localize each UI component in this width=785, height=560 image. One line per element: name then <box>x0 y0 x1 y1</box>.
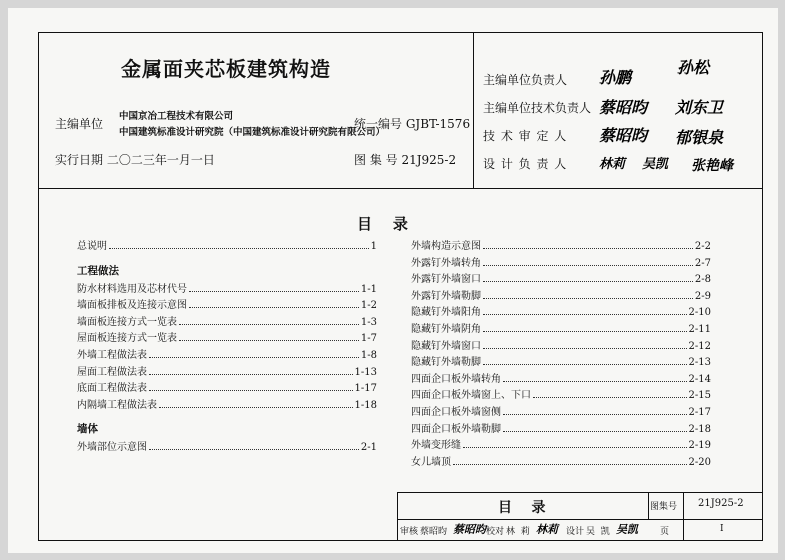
role-label: 主编单位技术负责人 <box>483 101 592 115</box>
toc-heading: 目 录 <box>357 215 408 233</box>
design-label: 设计 <box>566 527 585 537</box>
toc-entry-page: 1-7 <box>360 333 377 345</box>
toc-entry-page: 2-1 <box>360 442 377 454</box>
role-label: 设 计 负 责 人 <box>483 157 568 171</box>
toc-entry-title: 外露钉外墙转角 <box>411 257 481 269</box>
toc-entry-page: 2-13 <box>688 357 711 369</box>
toc-leader <box>503 381 687 382</box>
toc-entry-title: 外露钉外墙勒脚 <box>411 290 481 302</box>
toc-leader <box>483 314 687 315</box>
signature: 吴凯 <box>642 157 669 172</box>
toc-entry[interactable] <box>411 321 711 335</box>
toc-leader <box>483 265 693 266</box>
check-name: 林 莉 <box>506 527 530 537</box>
row-divider <box>398 519 763 520</box>
toc-entry[interactable] <box>411 371 711 385</box>
toc-entry-title: 屋面板连接方式一览表 <box>77 333 177 345</box>
toc-leader <box>483 281 693 282</box>
editor-org-1: 中国京冶工程技术有限公司 <box>119 111 234 122</box>
toc-entry[interactable] <box>411 437 711 451</box>
toc-entry[interactable] <box>77 397 377 411</box>
design-signature: 吴凯 <box>616 523 638 536</box>
signature: 郁银泉 <box>675 128 724 147</box>
toc-entry-page: 1 <box>370 241 377 252</box>
toc-leader <box>189 307 359 308</box>
toc-entry[interactable] <box>411 354 711 368</box>
toc-leader <box>483 348 687 349</box>
toc-entry-page: 2-11 <box>688 324 711 335</box>
toc-entry-title: 底面工程做法表 <box>77 383 147 395</box>
page-label: 页 <box>660 527 670 537</box>
title-block <box>397 492 763 541</box>
toc-entry[interactable] <box>411 304 711 318</box>
toc-entry[interactable] <box>77 439 377 453</box>
toc-entry-page: 2-17 <box>688 407 711 418</box>
toc-entry-title: 外墙构造示意图 <box>411 241 481 252</box>
toc-entry-page: 2-9 <box>694 290 711 302</box>
toc-entry-page: 1-18 <box>354 399 377 411</box>
toc-section-heading: 工程做法 <box>77 264 119 277</box>
header-divider <box>473 33 474 188</box>
drawing-sheet <box>8 8 778 553</box>
toc-entry-title: 屋面工程做法表 <box>77 366 147 378</box>
toc-leader <box>159 407 353 408</box>
toc-entry-title: 墙面板排板及连接示意图 <box>77 300 187 312</box>
toc-leader <box>503 414 687 415</box>
toc-leader <box>503 431 687 432</box>
role-label: 技 术 审 定 人 <box>483 129 568 143</box>
toc-entry-page: 2-15 <box>688 390 711 402</box>
toc-entry[interactable] <box>411 288 711 302</box>
toc-leader <box>453 464 687 465</box>
signature: 刘东卫 <box>675 98 724 117</box>
toc-leader <box>483 331 687 332</box>
toc-leader <box>483 248 693 249</box>
toc-entry-title: 隐藏钉外墙阴角 <box>411 324 481 335</box>
toc-entry-page: 2-2 <box>694 241 711 252</box>
atlas-title: 金属面夹芯板建筑构造 <box>121 57 331 81</box>
atlas-no-label: 图集号 <box>650 502 678 512</box>
toc-entry-title: 隐藏钉外墙阳角 <box>411 307 481 319</box>
toc-leader <box>149 449 359 450</box>
toc-leader <box>109 248 369 249</box>
review-label: 审核 <box>400 527 419 537</box>
signature: 林莉 <box>599 157 626 172</box>
toc-leader <box>149 357 359 358</box>
toc-entry[interactable] <box>411 271 711 285</box>
toc-entry-title: 外露钉外墙窗口 <box>411 274 481 286</box>
toc-section-heading: 墙体 <box>77 423 98 436</box>
header-bottom-rule <box>39 188 762 189</box>
toc-entry-title: 外墙部位示意图 <box>77 442 147 454</box>
toc-entry[interactable] <box>411 255 711 269</box>
toc-entry[interactable] <box>411 404 711 418</box>
toc-leader <box>189 291 359 292</box>
toc-entry[interactable] <box>411 454 711 468</box>
toc-entry-title: 墙面板连接方式一览表 <box>77 316 177 328</box>
toc-entry[interactable] <box>77 314 377 328</box>
toc-entry-title: 四面企口板外墙勒脚 <box>411 423 501 435</box>
toc-leader <box>533 397 687 398</box>
editor-org-label: 主编单位 <box>55 117 104 131</box>
toc-entry[interactable] <box>411 421 711 435</box>
toc-entry-title: 四面企口板外墙窗侧 <box>411 407 501 418</box>
design-name: 吴 凯 <box>586 527 610 537</box>
toc-entry[interactable] <box>77 347 377 361</box>
toc-entry[interactable] <box>77 364 377 378</box>
toc-leader <box>149 374 353 375</box>
toc-entry-page: 2-10 <box>688 307 711 319</box>
toc-leader <box>179 324 359 325</box>
toc-leader <box>483 298 693 299</box>
review-signature: 蔡昭昀 <box>453 523 486 536</box>
atlas-no-value: 21J925-2 <box>698 498 744 509</box>
toc-leader <box>463 447 687 448</box>
toc-entry-title: 四面企口板外墙窗上、下口 <box>411 390 531 402</box>
toc-entry-page: 1-3 <box>360 316 377 328</box>
effective-date: 实行日期 二〇二三年一月一日 <box>55 153 215 167</box>
toc-entry[interactable] <box>77 238 377 252</box>
unified-code: 统一编号 GJBT-1576 <box>354 117 471 131</box>
toc-leader <box>179 340 359 341</box>
toc-entry[interactable] <box>411 387 711 401</box>
toc-entry-page: 1-13 <box>354 366 377 378</box>
toc-entry[interactable] <box>77 330 377 344</box>
toc-entry-page: 2-7 <box>694 257 711 269</box>
toc-leader <box>483 364 687 365</box>
signature: 孙鹏 <box>599 68 632 87</box>
toc-entry-title: 外墙变形缝 <box>411 440 461 452</box>
toc-entry-title: 防水材料选用及芯材代号 <box>77 283 187 295</box>
check-signature: 林莉 <box>536 523 558 536</box>
toc-entry-page: 2-12 <box>688 340 711 352</box>
toc-entry-page: 2-19 <box>688 440 711 452</box>
review-name: 蔡昭昀 <box>420 527 448 537</box>
toc-entry-title: 女儿墙顶 <box>411 456 451 468</box>
toc-entry[interactable] <box>77 380 377 394</box>
title-block-title: 目 录 <box>498 500 546 516</box>
toc-entry-page: 2-8 <box>694 274 711 286</box>
toc-entry[interactable] <box>77 281 377 295</box>
title-block-title-cell <box>398 493 649 519</box>
toc-entry-page: 2-14 <box>688 373 711 385</box>
signature: 蔡昭昀 <box>599 98 648 117</box>
toc-entry-title: 外墙工程做法表 <box>77 350 147 361</box>
toc-entry[interactable] <box>411 338 711 352</box>
toc-entry-title: 隐藏钉外墙窗口 <box>411 340 481 352</box>
toc-entry-page: 2-20 <box>688 456 711 468</box>
toc-entry-page: 1-17 <box>354 383 377 395</box>
role-label: 主编单位负责人 <box>483 73 568 87</box>
page-value: I <box>720 524 724 534</box>
toc-entry-page: 2-18 <box>688 423 711 435</box>
toc-entry-title: 内隔墙工程做法表 <box>77 399 157 411</box>
signature: 张艳峰 <box>691 158 733 174</box>
toc-entry[interactable] <box>77 297 377 311</box>
toc-entry-page: 1-2 <box>360 300 377 312</box>
sheet-frame <box>38 32 763 541</box>
toc-entry-title: 四面企口板外墙转角 <box>411 373 501 385</box>
editor-org-2: 中国建筑标准设计研究院（中国建筑标准设计研究院有限公司） <box>119 127 386 138</box>
cell-divider <box>683 493 684 541</box>
signature: 蔡昭昀 <box>599 126 648 145</box>
toc-leader <box>149 390 353 391</box>
toc-entry[interactable] <box>411 238 711 252</box>
toc-entry-page: 1-8 <box>360 350 377 361</box>
toc-entry-page: 1-1 <box>360 283 377 295</box>
signature: 孙松 <box>677 58 710 77</box>
check-label: 校对 <box>486 527 505 537</box>
toc-entry-title: 隐藏钉外墙勒脚 <box>411 357 481 369</box>
toc-entry-title: 总说明 <box>77 241 107 252</box>
atlas-number: 图 集 号 21J925-2 <box>354 153 457 167</box>
